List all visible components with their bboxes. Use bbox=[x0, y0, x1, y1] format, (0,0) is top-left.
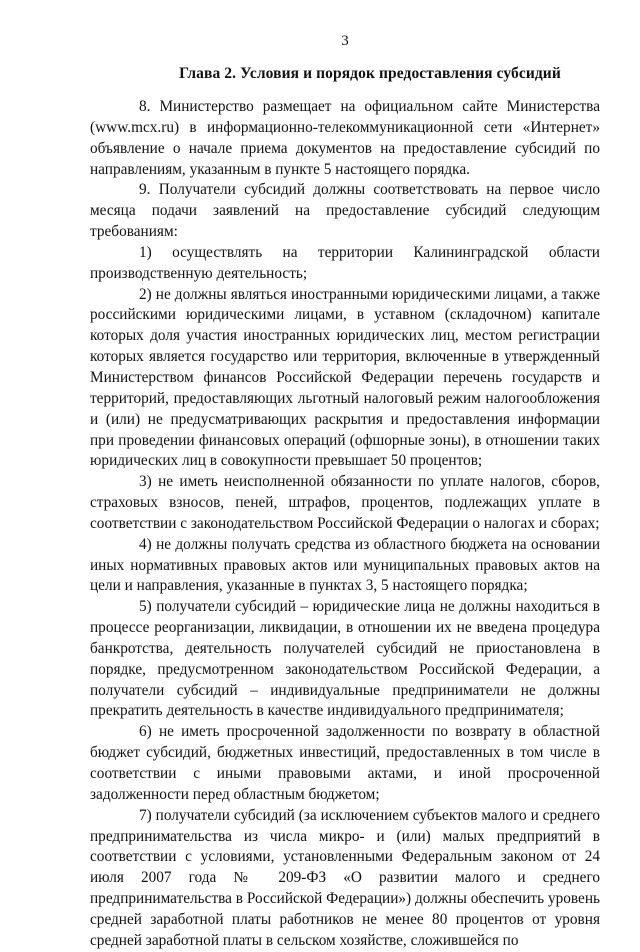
requirement-item-2: 2) не должны являться иностранными юридическими лицами, а также российскими юридическими лицами, в уставном (складочном) капитале которых доля участия иностранных юридических лиц, местом регистрации которых является государство или территория, включенные в утвержденный Министерством финансов Российской Федерации перечень государств и территорий, предоставляющих льготный налоговый режим налогообложения и (или) не предусматривающих раскрытия и предоставления информации при проведении финансовых операций (офшорные зоны), в отношении таких юридических лиц в совокупности превышает 50 процентов; bbox=[90, 285, 600, 470]
document-body bbox=[90, 97, 600, 952]
chapter-title: Глава 2. Условия и порядок предоставления субсидий bbox=[179, 65, 561, 82]
page-number: 3 bbox=[341, 33, 349, 49]
paragraph-8: 8. Министерство размещает на официальном сайте Министерства (www.mcx.ru) в информационно-телекоммуникационной сети «Интернет» объявление о начале приема документов на предоставление субсидий по направлениям, указанным в пункте 5 настоящего порядка. bbox=[90, 98, 600, 178]
requirement-item-5: 5) получатели субсидий – юридические лица не должны находиться в процессе реорганизации, ликвидации, в отношении их не введена процедура банкротства, деятельность получателей субсидий не приостановлена в порядке, предусмотренном законодательством Российской Федерации, а получатели субсидий – индивидуальные предприниматели не должны прекратить деятельность в качестве индивидуального предпринимателя; bbox=[90, 598, 600, 720]
requirement-item-7: 7) получатели субсидий (за исключением субъектов малого и среднего предпринимательства из числа микро- и (или) малых предприятий в соответствии с условиями, установленными Федеральным законом от 24 июля 2007 года № 209-ФЗ «О развитии малого и среднего предпринимательства в Российской Федерации») должны обеспечить уровень средней заработной платы работников не менее 80 процентов от уровня средней заработной платы в сельском хозяйстве, сложившейся по bbox=[90, 806, 600, 949]
requirement-item-1: 1) осуществлять на территории Калининградской области производственную деятельность; bbox=[90, 243, 600, 282]
requirement-item-6: 6) не иметь просроченной задолженности по возврату в областной бюджет субсидий, бюджетных инвестиций, предоставленных в том числе в соответствии с иными правовыми актами, и иной просроченной задолженности перед областным бюджетом; bbox=[90, 723, 600, 803]
requirement-item-4: 4) не должны получать средства из областного бюджета на основании иных нормативных правовых актов или муниципальных правовых актов на цели и направления, указанные в пунктах 3, 5 настоящего порядка; bbox=[90, 535, 600, 595]
paragraph-9: 9. Получатели субсидий должны соответствовать на первое число месяца подачи заявлений на предоставление субсидий следующим требованиям: bbox=[90, 181, 600, 241]
requirement-item-3: 3) не иметь неисполненной обязанности по уплате налогов, сборов, страховых взносов, пеней, штрафов, процентов, подлежащих уплате в соответствии с законодательством Российской Федерации о налогах и сборах; bbox=[90, 473, 600, 532]
